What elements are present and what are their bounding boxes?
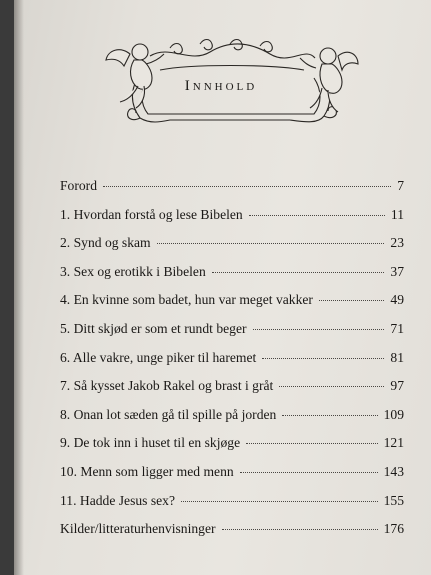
toc-entry xyxy=(60,435,404,464)
dot-leader xyxy=(222,529,378,530)
dot-leader xyxy=(240,472,378,473)
toc-entry-page: 143 xyxy=(383,463,404,479)
toc-entry-title: 8. Onan lot sæden gå til spille på jorden xyxy=(60,406,277,422)
toc-entry-title: 6. Alle vakre, unge piker til haremet xyxy=(60,349,257,365)
toc-entry-title: 1. Hvordan forstå og lese Bibelen xyxy=(60,206,243,222)
dot-leader xyxy=(103,186,391,187)
toc-entry xyxy=(60,235,404,264)
toc-entry-title: Kilder/litteraturhenvisninger xyxy=(60,521,216,537)
toc-entry xyxy=(60,521,404,550)
dot-leader xyxy=(181,501,378,502)
dot-leader xyxy=(262,358,384,359)
toc-entry-page: 176 xyxy=(383,521,404,537)
dot-leader xyxy=(319,300,384,301)
toc-entry-page: 71 xyxy=(390,320,404,336)
toc-entry-page: 155 xyxy=(383,492,404,508)
toc-entry-title: 5. Ditt skjød er som et rundt beger xyxy=(60,320,247,336)
toc-entry-page: 37 xyxy=(390,263,404,279)
toc-entry xyxy=(60,493,404,522)
dot-leader xyxy=(282,415,377,416)
toc-entry-title: 11. Hadde Jesus sex? xyxy=(60,492,176,508)
dot-leader xyxy=(246,443,378,444)
toc-entry xyxy=(60,378,404,407)
toc-entry xyxy=(60,292,404,321)
toc-entry-page: 97 xyxy=(390,378,404,394)
toc-entry xyxy=(60,464,404,493)
toc-entry-title: Forord xyxy=(60,178,98,193)
dot-leader xyxy=(249,215,385,216)
toc-entry-page: 109 xyxy=(383,406,404,422)
toc-entry-page: 23 xyxy=(390,235,404,251)
dot-leader xyxy=(253,329,385,330)
toc-entry-title: 10. Menn som ligger med menn xyxy=(60,463,234,479)
toc-entry xyxy=(60,178,404,207)
book-page xyxy=(14,0,431,575)
toc-entry xyxy=(60,350,404,379)
toc-entry-page: 121 xyxy=(383,435,404,451)
page-title: Innhold xyxy=(184,78,258,94)
toc-entry xyxy=(60,407,404,436)
toc-entry-title: 7. Så kysset Jakob Rakel og brast i gråt xyxy=(60,378,274,394)
toc-entry-page: 7 xyxy=(397,178,404,193)
toc-entry xyxy=(60,207,404,236)
toc-entry xyxy=(60,321,404,350)
dot-leader xyxy=(279,386,384,387)
toc-entry-title: 3. Sex og erotikk i Bibelen xyxy=(60,263,206,279)
toc-entry-title: 2. Synd og skam xyxy=(60,235,151,251)
toc-entry xyxy=(60,264,404,293)
toc-entry-page: 49 xyxy=(390,292,404,308)
toc-entry-page: 81 xyxy=(390,349,404,365)
page-gutter-shadow xyxy=(14,0,24,575)
toc-entry-title: 9. De tok inn i huset til en skjøge xyxy=(60,435,241,451)
dot-leader xyxy=(212,272,385,273)
toc-entry-title: 4. En kvinne som badet, hun var meget vakker xyxy=(60,292,313,308)
toc-entry-page: 11 xyxy=(390,206,404,222)
dot-leader xyxy=(157,243,385,244)
table-of-contents xyxy=(60,178,404,550)
